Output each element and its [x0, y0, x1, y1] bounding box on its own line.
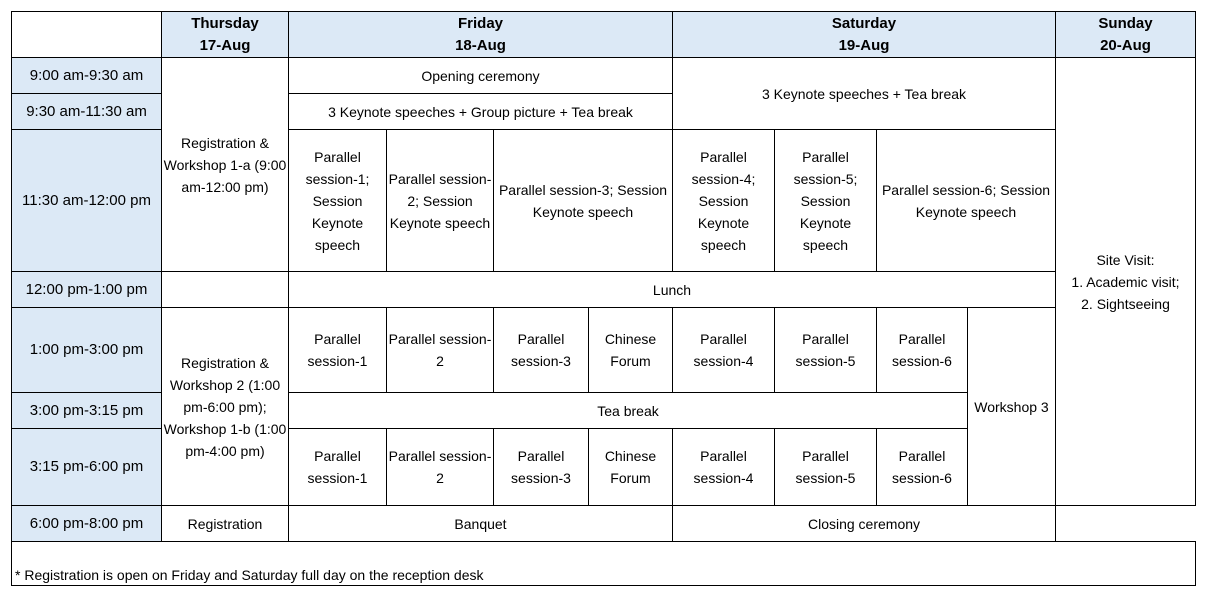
tea-break-cell: Tea break	[289, 393, 968, 429]
time-label: 9:00 am-9:30 am	[12, 58, 162, 94]
saturday-pm-session: Parallel session-6	[877, 308, 968, 393]
conference-schedule-table	[11, 11, 1196, 586]
friday-late-session: Parallel session-2	[387, 429, 494, 506]
day-date: 18-Aug	[455, 36, 506, 54]
friday-pm-session: Parallel session-3	[494, 308, 589, 393]
saturday-keynotes: 3 Keynote speeches + Tea break	[673, 58, 1056, 130]
time-label: 6:00 pm-8:00 pm	[12, 506, 162, 542]
header-row	[12, 12, 1196, 58]
friday-pm-session: Parallel session-2	[387, 308, 494, 393]
site-visit-item: 2. Sightseeing	[1081, 295, 1170, 312]
day-name: Friday	[457, 14, 503, 32]
saturday-noon-session: Parallel session-5; Session Keynote speech	[775, 130, 877, 272]
time-label: 12:00 pm-1:00 pm	[12, 272, 162, 308]
friday-evening: Banquet	[289, 506, 673, 542]
thursday-evening: Registration	[162, 506, 289, 542]
thursday-afternoon: Registration & Workshop 2 (1:00 pm-6:00 pm); Workshop 1-b (1:00 pm-4:00 pm)	[162, 308, 289, 506]
time-label: 1:00 pm-3:00 pm	[12, 308, 162, 393]
thursday-lunch-empty	[162, 272, 289, 308]
day-name: Saturday	[831, 14, 897, 32]
friday-pm-session: Parallel session-1	[289, 308, 387, 393]
row-0900	[12, 58, 1196, 94]
saturday-late-session: Parallel session-6	[877, 429, 968, 506]
sunday-site-visit	[1056, 58, 1196, 506]
saturday-pm-session: Parallel session-5	[775, 308, 877, 393]
friday-opening: Opening ceremony	[289, 58, 673, 94]
day-name: Thursday	[191, 14, 259, 32]
friday-late-session: Parallel session-3	[494, 429, 589, 506]
row-1300	[12, 308, 1196, 393]
footnote: * Registration is open on Friday and Saturday full day on the reception desk	[12, 542, 1196, 586]
day-date: 19-Aug	[838, 36, 890, 54]
row-1800	[12, 506, 1196, 542]
saturday-late-session: Parallel session-4	[673, 429, 775, 506]
friday-noon-session: Parallel session-2; Session Keynote speech	[387, 130, 494, 272]
saturday-noon-session: Parallel session-6; Session Keynote speech	[877, 130, 1056, 272]
footnote-row	[12, 542, 1196, 586]
row-1200	[12, 272, 1196, 308]
schedule-wrapper	[11, 11, 1196, 586]
lunch-cell: Lunch	[289, 272, 1056, 308]
friday-keynotes: 3 Keynote speeches + Group picture + Tea break	[289, 94, 673, 130]
time-label: 3:15 pm-6:00 pm	[12, 429, 162, 506]
saturday-workshop: Workshop 3	[968, 308, 1056, 506]
friday-late-session: Parallel session-1	[289, 429, 387, 506]
saturday-evening: Closing ceremony	[673, 506, 1056, 542]
saturday-pm-session: Parallel session-4	[673, 308, 775, 393]
friday-noon-session: Parallel session-1; Session Keynote speech	[289, 130, 387, 272]
time-label: 9:30 am-11:30 am	[12, 94, 162, 130]
friday-noon-session: Parallel session-3; Session Keynote speech	[494, 130, 673, 272]
friday-pm-session: Chinese Forum	[589, 308, 673, 393]
day-date: 17-Aug	[199, 36, 251, 54]
header-sunday	[1056, 12, 1196, 58]
saturday-noon-session: Parallel session-4; Session Keynote speech	[673, 130, 775, 272]
site-visit-title: Site Visit:	[1096, 251, 1155, 268]
header-saturday	[673, 12, 1056, 58]
header-friday	[289, 12, 673, 58]
saturday-late-session: Parallel session-5	[775, 429, 877, 506]
friday-late-session: Chinese Forum	[589, 429, 673, 506]
time-label: 3:00 pm-3:15 pm	[12, 393, 162, 429]
time-label: 11:30 am-12:00 pm	[12, 130, 162, 272]
day-date: 20-Aug	[1100, 36, 1151, 54]
header-corner	[12, 12, 162, 58]
header-thursday	[162, 12, 289, 58]
day-name: Sunday	[1098, 14, 1153, 32]
site-visit-item: 1. Academic visit;	[1071, 273, 1180, 290]
thursday-morning: Registration & Workshop 1-a (9:00 am-12:00 pm)	[162, 58, 289, 272]
